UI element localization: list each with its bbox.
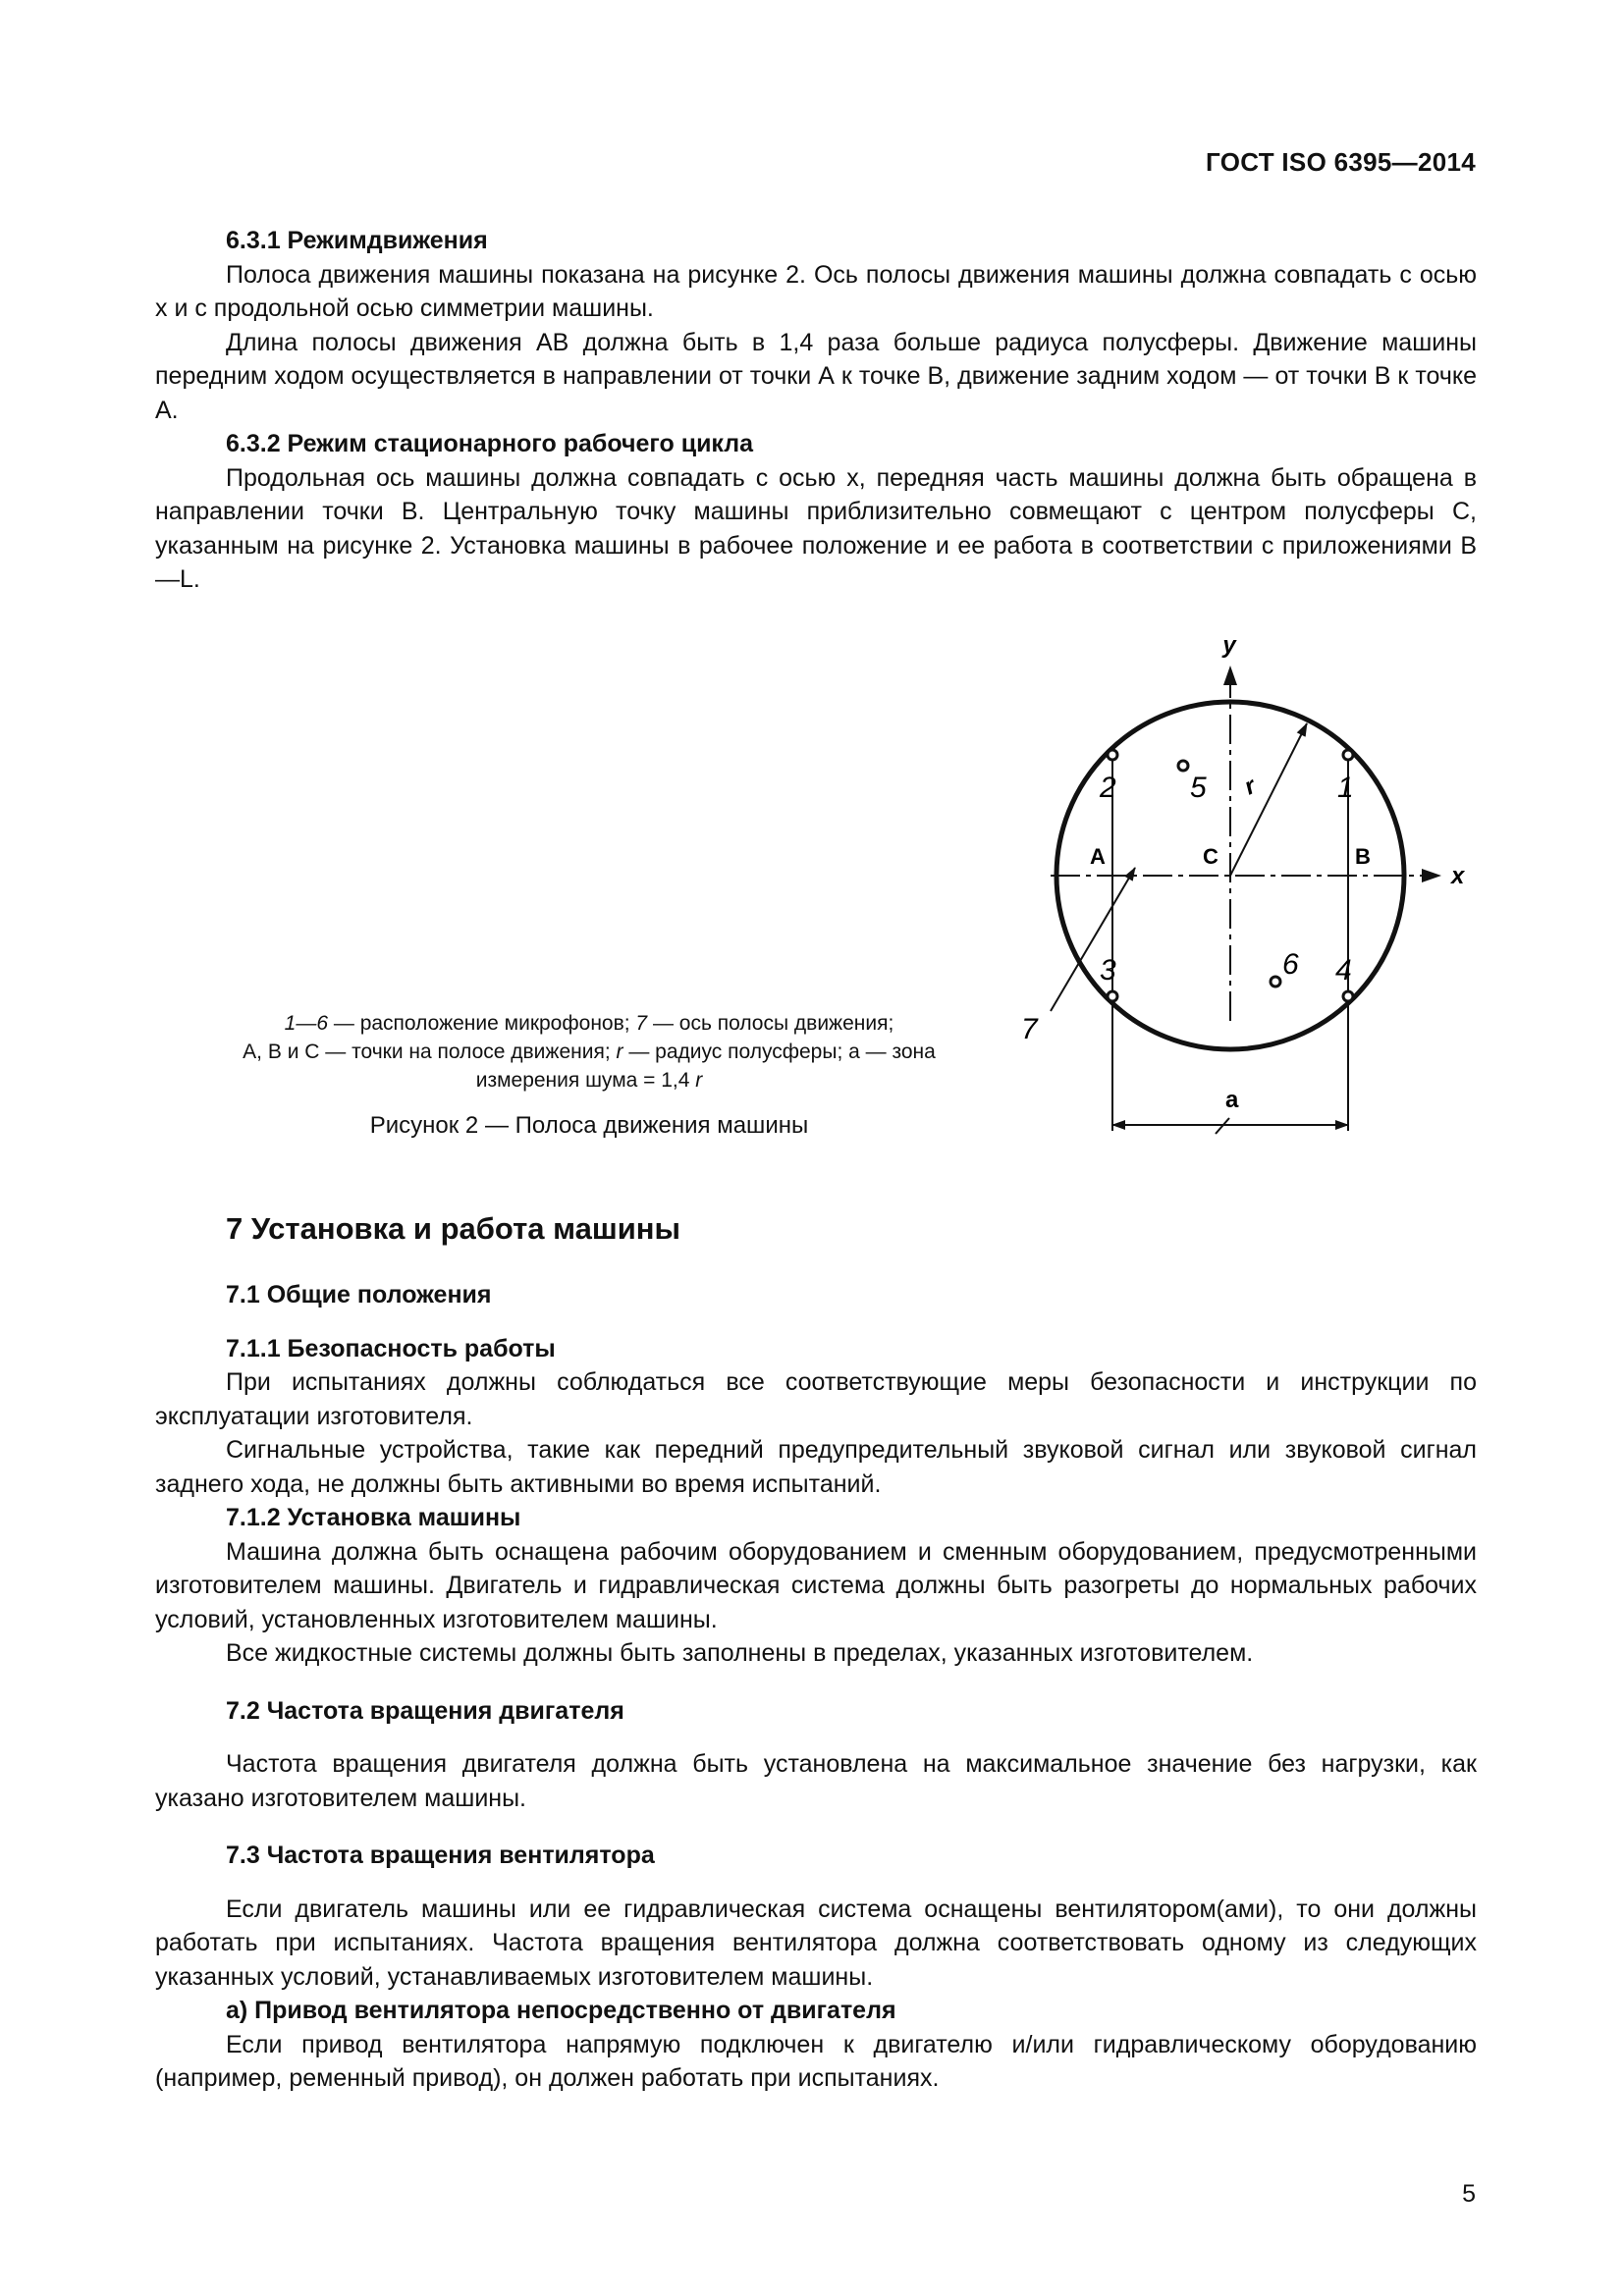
track-axis-label: 7 (1021, 1013, 1038, 1045)
microphone-5-icon (1178, 761, 1188, 771)
heading-7-1-2: 7.1.2 Установка машины (226, 1504, 521, 1531)
paragraph-7-3: Если двигатель машины или ее гидравлическая система оснащены вентилятором(ами), то они должны работать при испытаниях. Частота вращения вентилятора должна соответствовать одному из следующих указанных условий, устанавливаемых изготовителем машины. (155, 1895, 1477, 1991)
radius-label: r (1240, 773, 1261, 801)
figure-caption: Рисунок 2 — Полоса движения машины (369, 1112, 809, 1139)
track-axis-arrow (1051, 868, 1135, 1011)
figure-legend (196, 1009, 982, 1095)
zone-label: a (1225, 1087, 1239, 1113)
heading-7-2: 7.2 Частота вращения двигателя (226, 1696, 624, 1725)
legend-r: r (616, 1041, 623, 1063)
y-axis-label: y (1222, 632, 1236, 659)
y-axis-arrow-icon (1223, 666, 1237, 685)
mic-1-label: 1 (1337, 772, 1354, 804)
heading-6-3-2: 6.3.2 Режим стационарного рабочего цикла (226, 430, 754, 457)
paragraph-7-3-a: Если привод вентилятора напрямую подключен к двигателю и/или гидравлическому оборудованию (например, ременный привод), он должен работать при испытаниях. (155, 2030, 1477, 2092)
microphone-2-icon (1108, 750, 1117, 760)
figure-2-diagram (1021, 628, 1512, 1158)
standard-header: ГОСТ ISO 6395—2014 (1206, 147, 1476, 177)
legend-text-2: — ось полосы движения; (647, 1012, 894, 1035)
heading-7-3: 7.3 Частота вращения вентилятора (226, 1842, 655, 1869)
mic-3-label: 3 (1100, 954, 1116, 987)
paragraph-6-3-1-b: Длина полосы движения AB должна быть в 1,4 раза больше радиуса полусферы. Движение машины передним ходом осуществляется в направлении от точки А к точке В, движение задним ходом — от точки В к точке А. (155, 328, 1477, 424)
figure-legend-line-1 (196, 1009, 982, 1038)
mic-5-label: 5 (1190, 772, 1207, 804)
heading-7: 7 Установка и работа машины (226, 1211, 680, 1246)
legend-r-2: r (695, 1069, 703, 1092)
paragraph-7-2: Частота вращения двигателя должна быть установлена на максимальное значение без нагрузки, как указано изготовителем машины. (155, 1750, 1477, 1812)
heading-7-3-a: a) Привод вентилятора непосредственно от двигателя (226, 1997, 896, 2024)
paragraph-7-1-1-a: При испытаниях должны соблюдаться все соответствующие меры безопасности и инструкции по эксплуатации изготовителя. (155, 1368, 1477, 1430)
paragraph-6-3-2-a: Продольная ось машины должна совпадать с осью x, передняя часть машины должна быть обращена в направлении точки В. Центральную точку машины приблизительно совмещают с центром полусферы С, указанным на рисунке 2. Установка машины в рабочее положение и ее работа в соответствии с приложениями B—L. (155, 463, 1477, 593)
legend-text-4: — радиус полусферы; а — зона измерения шума = 1,4 (475, 1041, 936, 1092)
legend-text-1: — расположение микрофонов; (328, 1012, 636, 1035)
mic-6-label: 6 (1282, 948, 1299, 981)
microphone-4-icon (1343, 991, 1353, 1001)
paragraph-6-3-1-a: Полоса движения машины показана на рисунке 2. Ось полосы движения машины должна совпадать с осью x и с продольной осью симметрии машины. (155, 260, 1477, 322)
microphone-6-icon (1271, 977, 1280, 987)
heading-6-3-1: 6.3.1 Режимдвижения (226, 227, 488, 254)
microphone-1-icon (1343, 750, 1353, 760)
heading-7-1-1: 7.1.1 Безопасность работы (226, 1334, 556, 1362)
figure-legend-line-2 (196, 1038, 982, 1095)
radius-arrow (1230, 723, 1307, 876)
point-b-label: B (1355, 844, 1371, 869)
section-7 (155, 1209, 1477, 2096)
page-number: 5 (1462, 2180, 1476, 2208)
heading-7-1: 7.1 Общие положения (226, 1281, 492, 1308)
paragraph-7-1-2-a: Машина должна быть оснащена рабочим оборудованием и сменным оборудованием, предусмотренными изготовителем машины. Двигатель и гидравлическая система должны быть разогреты до нормальных рабочих условий, установленных изготовителем машины. (155, 1537, 1477, 1633)
x-axis-label: x (1451, 863, 1465, 889)
legend-text-3: А, В и С — точки на полосе движения; (243, 1041, 617, 1063)
mic-4-label: 4 (1335, 954, 1352, 987)
x-axis-arrow-icon (1422, 869, 1441, 882)
legend-range: 1—6 (284, 1012, 329, 1035)
paragraph-7-1-1-b: Сигнальные устройства, такие как передний предупредительный звуковой сигнал или звуковой сигнал заднего хода, не должны быть активными во время испытаний. (155, 1436, 1477, 1498)
microphone-3-icon (1108, 991, 1117, 1001)
legend-seven: 7 (635, 1012, 648, 1035)
point-a-label: A (1090, 844, 1106, 869)
paragraph-7-1-2-b: Все жидкостные системы должны быть заполнены в пределах, указанных изготовителем. (226, 1639, 1254, 1667)
section-6-3 (155, 224, 1477, 597)
point-c-label: C (1203, 844, 1218, 869)
mic-2-label: 2 (1100, 772, 1116, 804)
